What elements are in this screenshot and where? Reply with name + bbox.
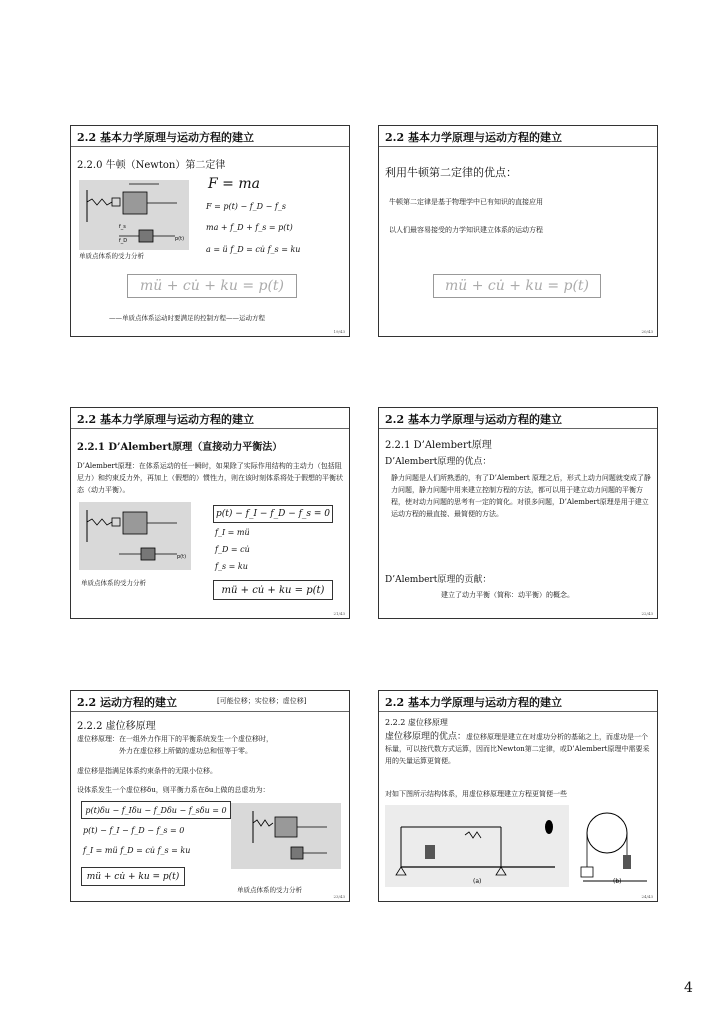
concept-tag: [可能位移；实位移；虚位移] [217,697,307,705]
equation-line: f_I = mü [215,528,250,537]
svg-text:p(t): p(t) [177,554,187,560]
structure-figures [385,805,653,887]
advantages-heading: D’Alembert原理的优点： [385,457,492,467]
equation-line: f_s = ku [215,562,248,571]
figure-b-label: (b) [613,878,622,885]
title-divider [71,146,349,147]
slide-virtual-displacement [70,690,350,902]
slide-dalembert-advantages [378,407,658,619]
principle-line: 虚位移原理：在一组外力作用下的平衡系统发生一个虚位移时， [77,735,273,743]
slide-title: 2.2 运动方程的建立 [77,696,177,709]
slide-footer-note: ——单质点体系运动时要满足的控制方程——运动方程 [109,314,265,322]
spring-mass-figure [79,502,191,570]
advantage-line: 以人们最容易接受的力学知识建立体系的运动方程 [389,226,543,234]
slide-newton [70,125,350,337]
equation-line: F = p(t) − f_D − f_s [206,202,286,211]
advantages-text: 虚位移原理是建立在对虚功分析的基础之上，而虚功是一个标量，可以按代数方式运算，因而比Newton第二定律，或D’Alembert原理中需要采用的矢量运算更简便。 [385,733,650,765]
equation-line: a = ü f_D = cu̇ f_s = ku [206,245,301,254]
page-number: 4 [684,980,693,996]
slide-page-number: 23/43 [333,894,345,899]
slide-page-number: 22/43 [641,611,653,616]
slide-dalembert [70,407,350,619]
pulley [587,813,627,853]
equilibrium-equation: p(t) − f_I − f_D − f_s = 0 [213,505,333,523]
slide-subtitle: 2.2.2 虚位移原理 [385,718,448,727]
principle-body: D’Alembert原理：在体系运动的任一瞬时，如果除了实际作用结构的主动力（包括阻尼力）和约束反力外，再加上（假想的）惯性力，则在该时刻体系将处于假想的平衡状态（动力平衡）。 [77,462,343,494]
advantages-heading: 虚位移原理的优点： [385,732,467,742]
figure-a-label: (a) [473,878,482,885]
title-divider [379,711,657,712]
damper [425,845,435,859]
principle-line: 设体系发生一个虚位移δu，则平衡力系在δu上做的总虚功为： [77,786,270,794]
slide-page-number: 21/43 [333,611,345,616]
title-divider [71,711,349,712]
advantages-body: 静力问题是人们所熟悉的，有了D’Alembert 原理之后，形式上动力问题就变成了静力问题，静力问题中用来建立控制方程的方法，都可以用于建立动力问题的平衡方程，使对动力问题的思考有一定的简化。对很多问题，D’Alembert原理是用于建立运动方程的最直接、最简便的方法。 [391,474,651,518]
slide-subtitle: 2.2.0 牛顿（Newton）第二定律 [77,160,226,171]
figure-caption: 单质点体系的受力分析 [81,579,146,587]
equation-line: f_I = mü f_D = cu̇ f_s = ku [83,846,191,855]
figure-intro-line: 对如下图所示结构体系，用虚位移原理建立方程更简便一些 [385,790,567,798]
slide-virtual-displacement-advantages [378,690,658,902]
principle-line: 外力在虚位移上所做的虚功总和恒等于零。 [119,747,252,755]
advantages-body [385,731,653,767]
slide-title: 2.2 基本力学原理与运动方程的建立 [77,131,254,144]
virtual-work-equation: p(t)δu − f_Iδu − f_Dδu − f_sδu = 0 [81,801,231,819]
force-diagram [79,180,189,250]
slide-page-number: 20/43 [641,329,653,334]
spring-mass-figure [79,180,189,250]
mass-point [545,820,553,834]
svg-text:f_D: f_D [119,238,128,244]
advantages-heading: 利用牛顿第二定律的优点： [385,166,517,179]
principle-line: 虚位移是指满足体系约束条件的无限小位移。 [77,767,217,775]
figure-caption: 单质点体系的受力分析 [237,886,302,894]
motion-equation: mü + cu̇ + ku = p(t) [127,274,297,298]
force-diagram [231,803,341,869]
title-divider [379,146,657,147]
motion-equation: mü + cu̇ + ku = p(t) [213,580,333,600]
slide-title: 2.2 基本力学原理与运动方程的建立 [385,696,562,709]
motion-equation: mü + cu̇ + ku = p(t) [81,867,185,886]
motion-equation: mü + cu̇ + ku = p(t) [433,274,601,298]
slide-subtitle: 2.2.2 虚位移原理 [77,721,156,732]
slide-newton-advantages [378,125,658,337]
contribution-heading: D’Alembert原理的贡献： [385,575,492,585]
contribution-body: 建立了动力平衡（简称：动平衡）的概念。 [441,591,574,599]
slide-subtitle: 2.2.1 D’Alembert原理 [385,440,492,451]
newton-law: F = ma [208,176,260,192]
equation-line: ma + f_D + f_s = p(t) [206,223,293,232]
slide-page-number: 19/43 [333,329,345,334]
figure-caption: 单质点体系的受力分析 [79,252,144,260]
title-divider [71,428,349,429]
force-diagram [79,502,191,570]
svg-text:p(t): p(t) [175,236,185,242]
svg-text:f_s: f_s [119,224,126,230]
slide-title: 2.2 基本力学原理与运动方程的建立 [385,131,562,144]
slide-page-number: 24/43 [641,894,653,899]
figure-a-background [385,805,569,887]
equation-line: f_D = cu̇ [215,545,250,554]
spring-mass-figure [231,803,341,869]
slide-title: 2.2 基本力学原理与运动方程的建立 [385,413,562,426]
equation-line: p(t) − f_I − f_D − f_s = 0 [83,826,185,835]
advantage-line: 牛顿第二定律是基于物理学中已有知识的直接应用 [389,198,543,206]
slide-subtitle: 2.2.1 D’Alembert原理（直接动力平衡法） [77,442,283,453]
title-divider [379,428,657,429]
slide-title: 2.2 基本力学原理与运动方程的建立 [77,413,254,426]
